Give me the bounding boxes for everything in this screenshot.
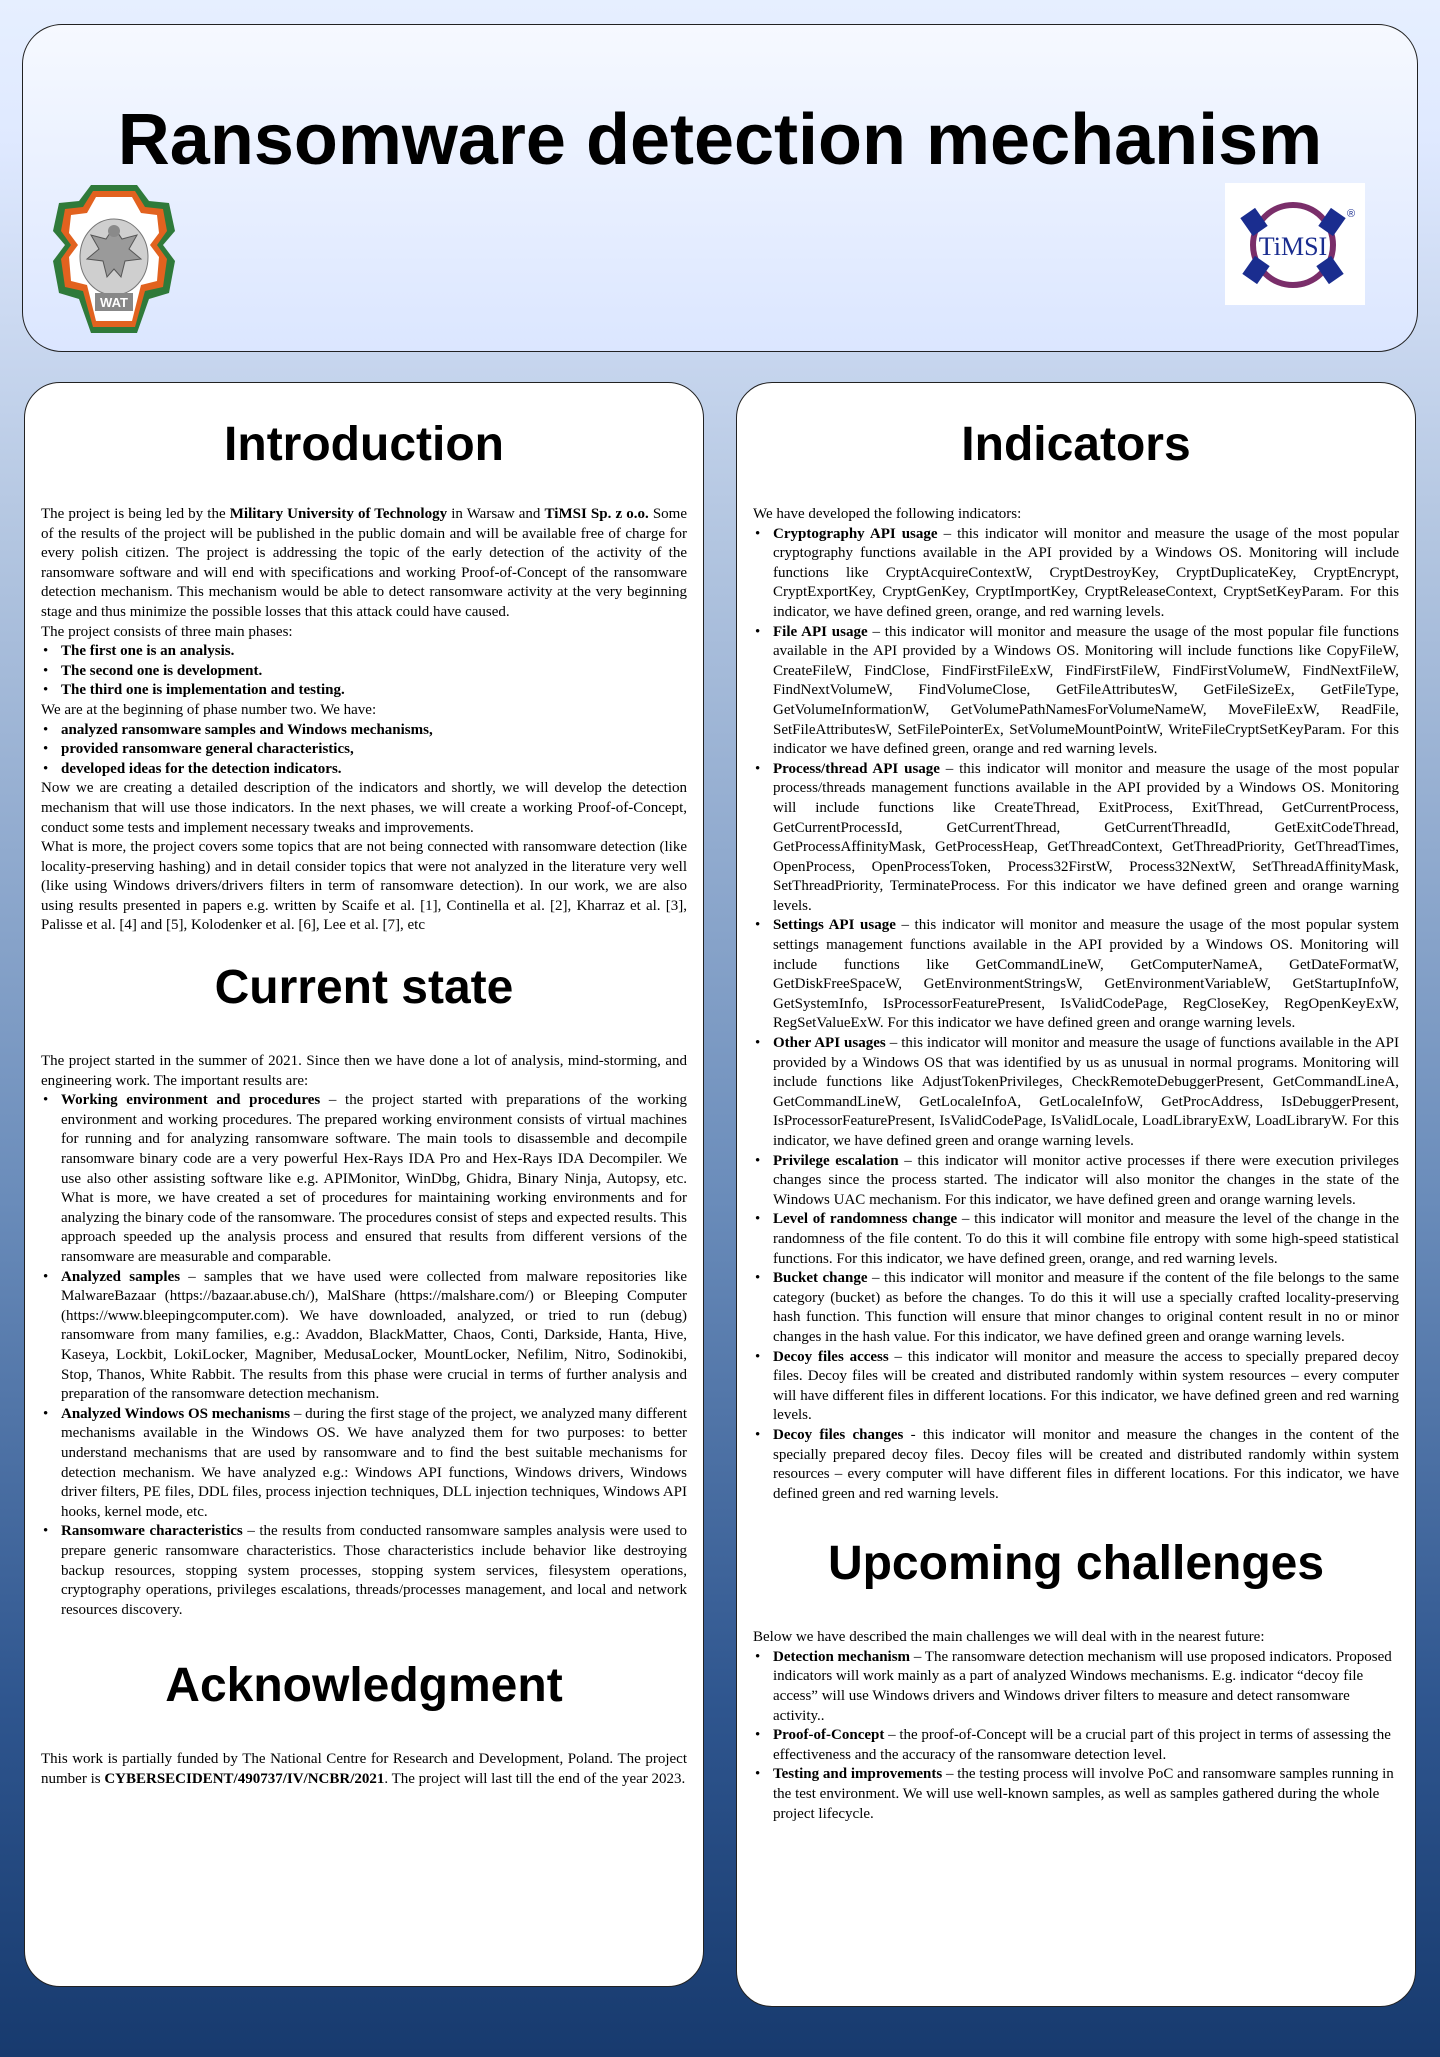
intro-paragraph-4: Now we are creating a detailed description of the indicators and shortly, we will develop the detection mechanism that will use those indicators. In the next phases, we will create a working Proof-of-Concept, conduct some tests and implement necessary tweaks and improvements. bbox=[41, 780, 687, 836]
project-number: CYBERSECIDENT/490737/IV/NCBR/2021 bbox=[104, 1770, 385, 1787]
registered-mark: ® bbox=[1346, 208, 1356, 220]
current-state-heading: Current state bbox=[214, 961, 514, 1015]
poster-title: Ransomware detection mechanism bbox=[117, 100, 1323, 180]
indicators-intro: We have developed the following indicators: bbox=[753, 506, 1022, 522]
list-item: • Privilege escalation – this indicator will monitor active processes if there were execution privileges changes since the process started. The indicator will also monitor the changes in the state of the Windows UAC mechanism. For this indicator, we have defined green and orange warning levels. bbox=[773, 1152, 1399, 1211]
results-list bbox=[41, 1091, 687, 1620]
list-item: • Settings API usage – this indicator will monitor and measure the usage of the most popular system settings management functions available in the API provided by a Windows OS. Monitoring will include functions like GetCommandLineW, GetComputerNameA, GetDateFormatW, GetDiskFreeSpaceW, GetEnvironmentStringsW, GetEnvironmentVariableW, GetStartupInfoW, GetSystemInfo, IsProcessorFeaturePresent, IsValidCodePage, RegCloseKey, RegOpenKeyExW, RegSetValueExW. For this indicator we have defined green and orange warning levels. bbox=[773, 916, 1399, 1034]
list-item: • Cryptography API usage – this indicator will monitor and measure the usage of the most popular cryptography functions available in the API provided by a Windows OS. Monitoring will include functions like CryptAcquireContextW, CryptDestroyKey, CryptDuplicateKey, CryptEncrypt, CryptExportKey, CryptGenKey, CryptImportKey, CryptReleaseContext, CryptSetKeyParam. For this indicator, we have defined green, orange, and red warning levels. bbox=[773, 525, 1399, 623]
list-item: • Other API usages – this indicator will monitor and measure the usage of functions available in the API provided by a Windows OS that was identified by us as unusual in normal programs. Monitoring will include functions like AdjustTokenPrivileges, CheckRemoteDebuggerPresent, GetCommandLineA, GetCommandLineW, GetLocaleInfoA, GetLocaleInfoW, GetProcAddress, IsDebuggerPresent, IsProcessorFeaturePresent, IsValidCodePage, IsValidLocale, LoadLibraryExW, LoadLibraryW. For this indicator, we have defined green and orange warning levels. bbox=[773, 1034, 1399, 1152]
list-item: • analyzed ransomware samples and Windows mechanisms, bbox=[61, 721, 687, 741]
acknowledgment-heading: Acknowledgment bbox=[165, 1659, 563, 1713]
list-item: • Proof-of-Concept – the proof-of-Concept will be a crucial part of this project in terms of assessing the effectiveness and the accuracy of the ransomware detection level. bbox=[773, 1726, 1399, 1765]
timsi-logo bbox=[1225, 183, 1365, 305]
list-item: • provided ransomware general characteristics, bbox=[61, 740, 687, 760]
introduction-body bbox=[41, 505, 687, 936]
challenges-body bbox=[753, 1628, 1399, 1824]
timsi-logo-text: TiMSI bbox=[1258, 232, 1328, 261]
list-item: • Detection mechanism – The ransomware detection mechanism will use proposed indicators. Proposed indicators will work mainly as a part of analyzed Windows mechanisms. E.g. indicator “decoy file access” will use Windows drivers and Windows driver filters to measure and detect ransomware activity.. bbox=[773, 1648, 1399, 1726]
right-column bbox=[736, 382, 1416, 2007]
intro-paragraph-2: The project consists of three main phases: bbox=[41, 623, 293, 640]
list-item: • The third one is implementation and testing. bbox=[61, 681, 687, 701]
list-item: • Working environment and procedures – the project started with preparations of the working environment and working procedures. The prepared working environment consists of virtual machines for running and for analyzing ransomware software. The main tools to disassemble and decompile ransomware binary code are a very powerful Hex-Rays IDA Pro and Hex-Rays IDA Decompiler. We use also other assisting software like e.g. APIMonitor, WinDbg, Ghidra, Binary Ninja, Autopsy, etc. What is more, we have created a set of procedures for maintaining working environments and for analyzing the binary code of the ransomware. The procedures consist of steps and expected results. This approach speeded up the analysis process and ensured that results from different versions of the ransomware are measurable and comparable. bbox=[61, 1091, 687, 1267]
indicators-body bbox=[753, 505, 1399, 1504]
list-item: • Analyzed samples – samples that we have used were collected from malware repositories like MalwareBazaar (https://bazaar.abuse.ch/), MalShare (https://malshare.com/) or Bleeping Computer (https://www.bleepingcomputer.com). We have downloaded, analyzed, or tried to run (debug) ransomware from many families, e.g.: Avaddon, BlackMatter, Chaos, Conti, Darkside, Hanta, Hive, Kaseya, Lockbit, LokiLocker, Magniber, MedusaLocker, MountLocker, Nefilim, Nitro, Sodinokibi, Stop, Thanos, White Rabbit. The results from this phase were crucial in terms of further analysis and preparation of the ransomware detection mechanism. bbox=[61, 1268, 687, 1405]
left-column bbox=[24, 382, 704, 1987]
list-item: • Decoy files changes - this indicator will monitor and measure the changes in the content of the specially prepared decoy files. Decoy files will be created and distributed randomly within system resources – every computer will have different files in different locations. For this indicator, we have defined green and red warning levels. bbox=[773, 1426, 1399, 1504]
phases-list bbox=[41, 642, 687, 701]
list-item: • Process/thread API usage – this indicator will monitor and measure the usage of the most popular process/threads management functions available in the API provided by a Windows OS. Monitoring will include functions like CreateThread, ExitProcess, ExitThread, GetCurrentProcess, GetCurrentProcessId, GetCurrentThread, GetCurrentThreadId, GetExitCodeThread, GetProcessAffinityMask, GetProcessHeap, GetThreadContext, GetThreadPriority, GetThreadTimes, OpenProcess, OpenProcessToken, Process32FirstW, Process32NextW, SetThreadAffinityMask, SetThreadPriority, TerminateProcess. For this indicator we have defined green and orange warning levels. bbox=[773, 760, 1399, 917]
introduction-heading: Introduction bbox=[224, 418, 504, 471]
poster-header bbox=[22, 24, 1418, 352]
done-list bbox=[41, 721, 687, 780]
indicators-heading: Indicators bbox=[961, 418, 1191, 471]
acknowledgment-body bbox=[41, 1750, 687, 1789]
intro-paragraph-5: What is more, the project covers some topics that are not being connected with ransomware detection (like locality-preserving hashing) and in detail consider topics that were not analyzed in the literature very well (like using Windows drivers/drivers filters in term of ransomware detection). In our work, we are also using results presented in papers e.g. written by Scaife et al. [1], Continella et al. [2], Kharraz et al. [3], Palisse et al. [4] and [5], Kolodenker et al. [6], Lee et al. [7], etc bbox=[41, 839, 687, 934]
intro-paragraph-1: The project is being led by the Military University of Technology in Warsaw and TiMSI Sp. z o.o. Some of the results of the project will be published in the public domain and will be available free of charge for every polish citizen. The project is addressing the topic of the early detection of the activity of the ransomware software and will end with specifications and working Proof-of-Concept of the ransomware detection mechanism. This mechanism would be able to detect ransomware activity at the very beginning stage and thus minimize the possible losses that this attack could have caused. bbox=[41, 506, 687, 620]
list-item: • Level of randomness change – this indicator will monitor and measure the level of the change in the randomness of the file content. To do this it will combine file entropy with some high-speed statistical functions. For this indicator, we have defined green, orange, and red warning levels. bbox=[773, 1210, 1399, 1269]
current-state-body bbox=[41, 1052, 687, 1620]
list-item: • The first one is an analysis. bbox=[61, 642, 687, 662]
list-item: • Decoy files access – this indicator will monitor and measure the access to specially prepared decoy files. Decoy files will be created and distributed randomly within system resources – every computer will have different files in different locations. For this indicator, we have defined green and red warning levels. bbox=[773, 1348, 1399, 1426]
list-item: • Testing and improvements – the testing process will involve PoC and ransomware samples running in the test environment. We will use well-known samples, as well as samples gathered during the whole project lifecycle. bbox=[773, 1765, 1399, 1824]
intro-paragraph-3: We are at the beginning of phase number two. We have: bbox=[41, 701, 377, 718]
indicators-list bbox=[753, 525, 1399, 1505]
list-item: • Analyzed Windows OS mechanisms – during the first stage of the project, we analyzed many different mechanisms available in the Windows OS. We have analyzed them for two purposes: to better understand mechanisms that are used by ransomware and to find the best suitable mechanisms for detection mechanism. We have analyzed e.g.: Windows API functions, Windows drivers, Windows driver filters, PE files, DDL files, process injection techniques, DLL injection techniques, Windows API hooks, kernel mode, etc. bbox=[61, 1405, 687, 1523]
challenges-intro: Below we have described the main challenges we will deal with in the nearest future: bbox=[753, 1629, 1265, 1646]
challenges-heading: Upcoming challenges bbox=[827, 1537, 1325, 1591]
list-item: • developed ideas for the detection indicators. bbox=[61, 760, 687, 780]
wat-logo-text: WAT bbox=[100, 295, 128, 310]
acknowledgment-text: This work is partially funded by The National Centre for Research and Development, Poland. The project number is CYBERSECIDENT/490737/IV/NCBR/2021. The project will last till the end of the year 2023. bbox=[41, 1751, 687, 1787]
current-state-intro: The project started in the summer of 2021. Since then we have done a lot of analysis, mind-storming, and engineering work. The important results are: bbox=[41, 1053, 687, 1089]
list-item: • File API usage – this indicator will monitor and measure the usage of the most popular file functions available in the API provided by a Windows OS. Monitoring will include functions like CopyFileW, CreateFileW, FindClose, FindFirstFileExW, FindFirstFileW, FindFirstVolumeW, FindNextFileW, FindNextVolumeW, FindVolumeClose, GetFileAttributesW, GetFileSizeEx, GetFileType, GetVolumeInformationW, GetVolumePathNamesForVolumeNameW, MoveFileExW, ReadFile, SetFileAttributesW, SetFilePointerEx, SetVolumeMountPointW, WriteFileCryptSetKeyParam. For this indicator we have defined green, orange and red warning levels. bbox=[773, 623, 1399, 760]
wat-logo bbox=[51, 183, 177, 335]
list-item: • The second one is development. bbox=[61, 662, 687, 682]
challenges-list bbox=[753, 1648, 1399, 1824]
list-item: • Bucket change – this indicator will monitor and measure if the content of the file belongs to the same category (bucket) as before the changes. To do this it will use a specially crafted locality-preserving hash function. This function will ensure that minor changes to original content result in no or minor changes in the hash value. For this indicator, we have defined green and orange warning levels. bbox=[773, 1269, 1399, 1347]
list-item: • Ransomware characteristics – the results from conducted ransomware samples analysis were used to prepare generic ransomware characteristics. Those characteristics include behavior like destroying backup resources, stopping system processes, stopping system services, filesystem operations, cryptography operations, privileges escalations, threads/processes management, and local and network resources discovery. bbox=[61, 1522, 687, 1620]
